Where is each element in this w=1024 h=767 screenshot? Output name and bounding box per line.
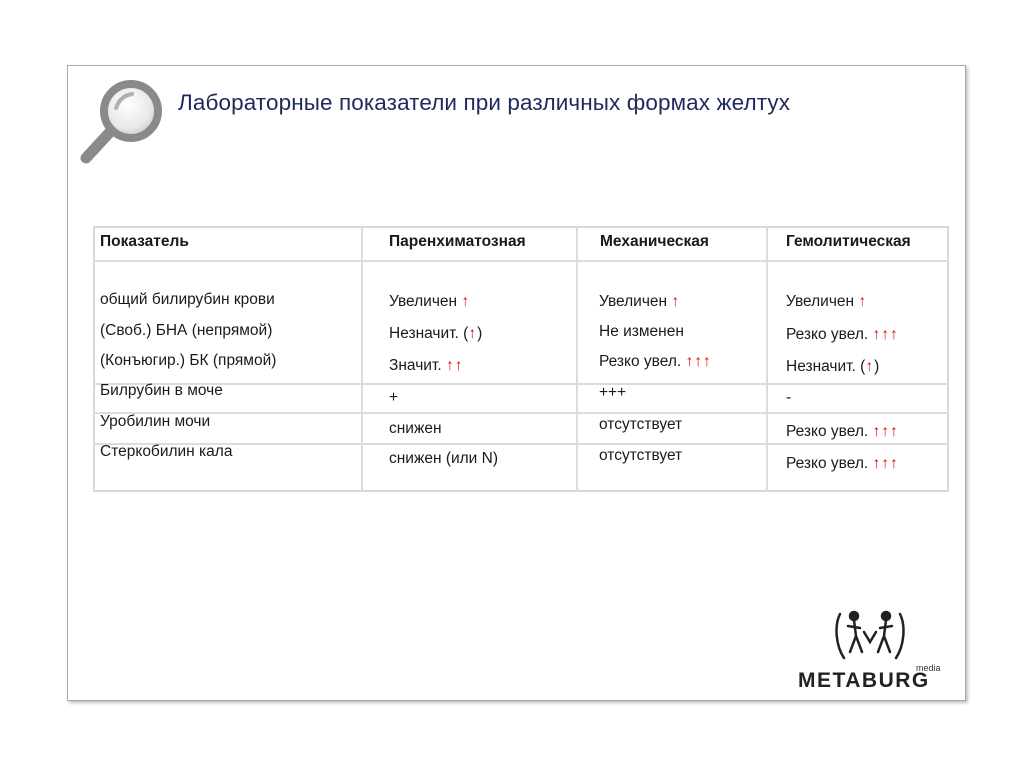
header-mechanical: Механическая (600, 233, 709, 250)
page-title: Лабораторные показатели при различных формах желтух (178, 90, 791, 115)
slide (67, 65, 966, 701)
cell-parenchymal: Увеличен ↑ (389, 293, 471, 310)
header-hemolytic: Гемолитическая (786, 233, 911, 250)
cell-parenchymal: + (389, 389, 399, 406)
cell-mechanical: Не изменен (599, 323, 684, 340)
row-label: Билрубин в моче (100, 382, 223, 399)
cell-parenchymal: снижен (или N) (389, 450, 499, 467)
arrow-up-icon: ↑ (671, 293, 681, 310)
arrow-up-icon: ↑↑↑ (872, 326, 899, 343)
arrow-up-icon: ↑ (468, 325, 478, 342)
row-label: Стеркобилин кала (100, 443, 233, 460)
magnifier-icon (76, 76, 171, 168)
logo-media-text: media (916, 663, 941, 673)
cell-mechanical: Резко увел. ↑↑↑ (599, 353, 712, 370)
arrow-up-icon: ↑↑↑ (872, 455, 899, 472)
arrow-up-icon: ↑ (865, 358, 875, 375)
cell-hemolytic: Резко увел. ↑↑↑ (786, 455, 899, 472)
arrow-up-icon: ↑↑↑ (685, 353, 712, 370)
header-parenchymal: Паренхиматозная (389, 233, 526, 250)
logo-figures-icon (830, 606, 910, 666)
cell-hemolytic: - (786, 389, 792, 406)
cell-parenchymal: Незначит. (↑) (389, 325, 483, 342)
row-label: Уробилин мочи (100, 413, 211, 430)
arrow-up-icon: ↑↑↑ (872, 423, 899, 440)
row-label: (Конъюгир.) БК (прямой) (100, 352, 277, 369)
cell-mechanical: +++ (599, 384, 627, 401)
row-label: (Своб.) БНА (непрямой) (100, 322, 273, 339)
cell-parenchymal: снижен (389, 420, 442, 437)
jaundice-table (93, 226, 949, 492)
row-label: общий билирубин крови (100, 291, 275, 308)
cell-hemolytic: Увеличен ↑ (786, 293, 868, 310)
cell-hemolytic: Резко увел. ↑↑↑ (786, 326, 899, 343)
cell-mechanical: отсутствует (599, 447, 683, 464)
cell-hemolytic: Незначит. (↑) (786, 358, 880, 375)
arrow-up-icon: ↑↑ (445, 357, 464, 374)
arrow-up-icon: ↑ (461, 293, 471, 310)
header-indicator: Показатель (100, 233, 189, 250)
cell-mechanical: отсутствует (599, 416, 683, 433)
logo-brand-text: METABURG (798, 669, 930, 692)
cell-hemolytic: Резко увел. ↑↑↑ (786, 423, 899, 440)
arrow-up-icon: ↑ (858, 293, 868, 310)
cell-mechanical: Увеличен ↑ (599, 293, 681, 310)
cell-parenchymal: Значит. ↑↑ (389, 357, 464, 374)
